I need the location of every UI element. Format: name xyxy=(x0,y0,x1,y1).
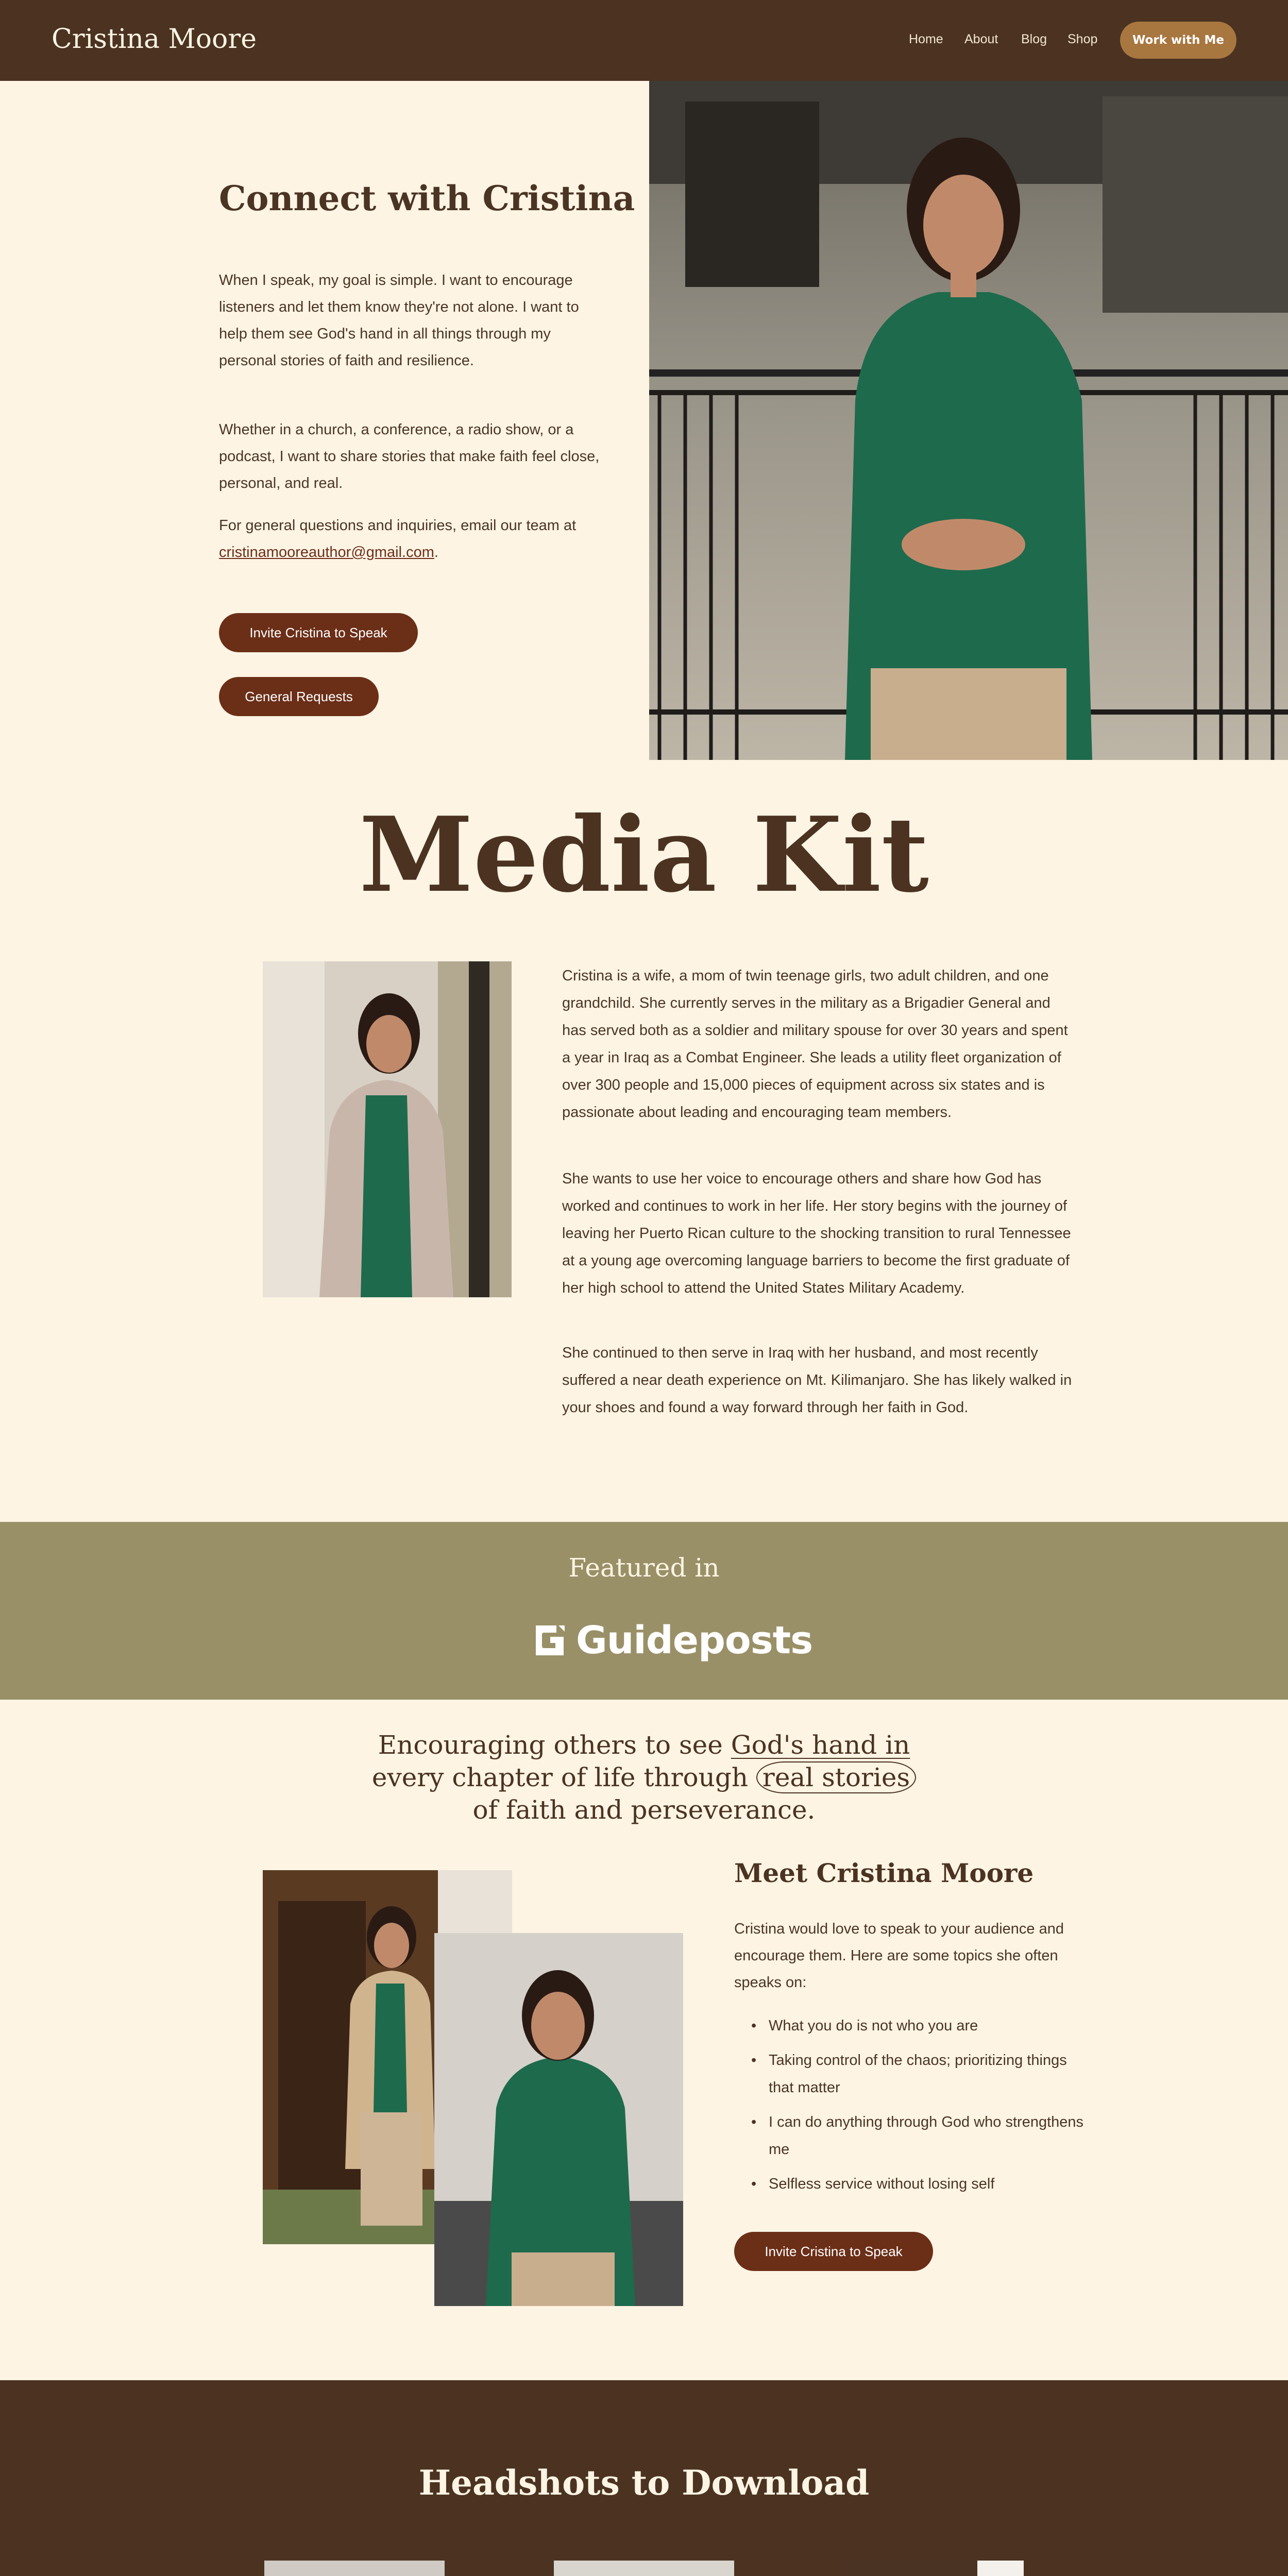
meet-invite-button[interactable]: Invite Cristina to Speak xyxy=(734,2232,933,2271)
media-kit-photo xyxy=(263,961,512,1297)
connect-paragraph-3: For general questions and inquiries, email our team at cristinamooreauthor@gmail.com. xyxy=(219,517,577,561)
tagline-quote: Encouraging others to see God's hand in every chapter of life through real stories of faith and perseverance. xyxy=(361,1729,927,1826)
meet-paragraph: Cristina would love to speak to your audience and encourage them. Here are some topics she often speaks on: xyxy=(734,1921,1064,1991)
headshot-3[interactable] xyxy=(843,2561,1024,2576)
nav-shop[interactable]: Shop xyxy=(1067,32,1098,46)
headshots-section xyxy=(0,2380,1288,2576)
connect-paragraph-2: Whether in a church, a conference, a radio show, or a podcast, I want to share stories that make faith feel close, personal, and real. xyxy=(219,421,600,492)
email-link[interactable]: cristinamooreauthor@gmail.com xyxy=(219,544,434,561)
nav-blog[interactable]: Blog xyxy=(1021,32,1047,46)
site-logo[interactable]: Cristina Moore xyxy=(52,24,257,55)
guideposts-logo[interactable] xyxy=(531,1615,812,1666)
headshot-2[interactable] xyxy=(554,2561,734,2576)
media-kit-title: Media Kit xyxy=(359,794,929,916)
topic-item: • Taking control of the chaos; prioritizing things that matter xyxy=(747,2047,1087,2102)
hero-photo xyxy=(649,81,1288,760)
topics-list xyxy=(747,2012,1087,2205)
featured-title: Featured in xyxy=(568,1553,720,1583)
nav-home[interactable]: Home xyxy=(909,32,943,46)
topic-item: • Selfless service without losing self xyxy=(747,2171,1087,2198)
bio-paragraph-2: She wants to use her voice to encourage others and share how God has worked and continues to work in her life. Her story begins with the journey of leaving her Puerto Rican culture to the shocking transition to rural Tennessee at a young age overcoming language barriers to become the first graduate of her high school to attend the United States Military Academy. xyxy=(562,1171,1071,1296)
connect-paragraph-1: When I speak, my goal is simple. I want to encourage listeners and let them know they're not alone. I want to help them see God's hand in all things through my personal stories of faith and resilience. xyxy=(219,272,579,369)
headshot-1[interactable] xyxy=(264,2561,445,2576)
connect-title: Connect with Cristina xyxy=(219,178,635,218)
work-with-me-button[interactable]: Work with Me xyxy=(1120,22,1236,59)
guideposts-wordmark: Guideposts xyxy=(576,1618,813,1663)
featured-band xyxy=(0,1522,1288,1700)
meet-title: Meet Cristina Moore xyxy=(734,1858,1034,1888)
topic-item: • I can do anything through God who strengthens me xyxy=(747,2109,1087,2163)
guideposts-logo-mark xyxy=(531,1621,569,1659)
invite-to-speak-button[interactable]: Invite Cristina to Speak xyxy=(219,613,418,652)
nav-about[interactable]: About xyxy=(964,32,998,46)
site-header xyxy=(0,0,1288,81)
bio-paragraph-3: She continued to then serve in Iraq with her husband, and most recently suffered a near death experience on Mt. Kilimanjaro. She has likely walked in your shoes and found a way forward through her faith in God. xyxy=(562,1345,1072,1416)
topic-item: • What you do is not who you are xyxy=(747,2012,1087,2040)
meet-photo-front xyxy=(434,1933,683,2306)
headshots-title: Headshots to Download xyxy=(418,2463,870,2503)
bio-paragraph-1: Cristina is a wife, a mom of twin teenage girls, two adult children, and one grandchild. She currently serves in the military as a Brigadier General and has served both as a soldier and military spouse for over 30 years and spent a year in Iraq as a Combat Engineer. She leads a utility fleet organization of over 300 people and 15,000 pieces of equipment across six states and is passionate about leading and encouraging team members. xyxy=(562,968,1068,1121)
general-requests-button[interactable]: General Requests xyxy=(219,677,379,716)
